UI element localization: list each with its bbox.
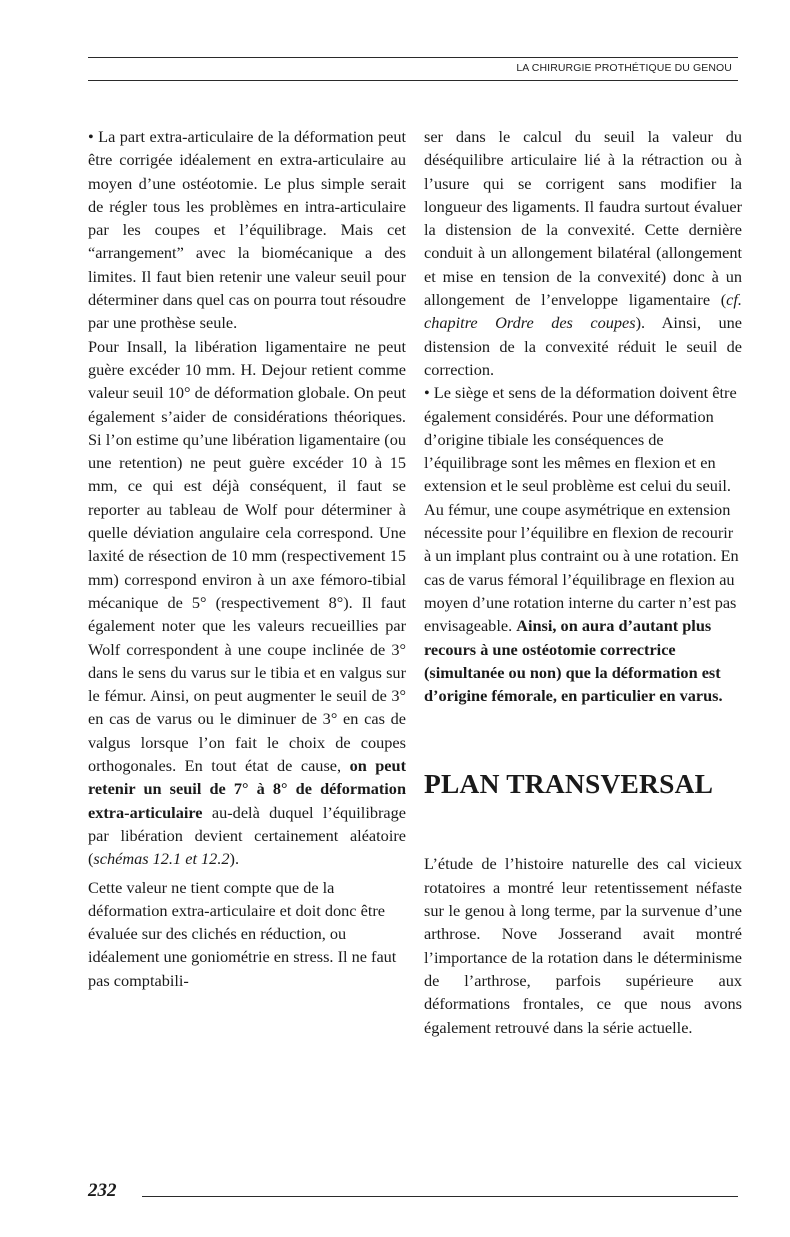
bold-emphasis: on peut retenir un seuil de 7° à 8° de déformation extra-articulaire [88, 756, 406, 822]
paragraph-ostectomy [88, 125, 406, 335]
paragraph-threshold [88, 876, 406, 992]
paragraph-siege [424, 381, 742, 707]
top-rule [88, 57, 738, 58]
footer-rule [142, 1196, 738, 1197]
paragraph-text: • Le siège et sens de la déformation doivent être également considérés. Pour une déformation d’origine tibiale les conséquences de l’équilibrage sont les mêmes en flexion et en extension et le seul problème est celui du seuil. Au fémur, une coupe asymétrique en extension nécessite pour l’équilibre en flexion de recourir à un implant plus contraint ou à une rotation. En cas de varus fémoral l’équilibrage en flexion au moyen d’une rotation interne du carter n’est pas envisageable. [424, 383, 739, 636]
left-column [88, 125, 406, 992]
paragraph-seuil [424, 125, 742, 381]
paragraph-text: Cette valeur ne tient compte que de la déformation extra-articulaire et doit donc être évaluée sur des clichés en réduction, ou idéalement une goniométrie en stress. Il ne faut pas comptabili- [88, 877, 397, 990]
paragraph-text: ). [229, 849, 240, 869]
bold-emphasis: Ainsi, on aura d’autant plus recours à une ostéotomie correctrice (simultanée ou non) que la déformation est d’origine fémorale, en particulier en varus. [424, 616, 723, 706]
paragraph-text: • La part extra-articulaire de la déformation peut être corrigée idéalement en extra-articulaire au moyen d’une ostéotomie. Le plus simple serait de régler tous les problèmes en intra-articulaire par les coupes et l’équilibrage. Mais cet “arrangement” avec la biomécanique a des limites. Il faut bien retenir une valeur seuil pour déterminer dans quel cas on pourra tout résoudre par une prothèse seule. [88, 127, 406, 333]
figure-reference: schémas 12.1 et 12.2 [93, 849, 230, 869]
right-column [424, 125, 742, 1039]
page-number: 232 [88, 1180, 117, 1201]
paragraph-text: ser dans le calcul du seuil la valeur du déséquilibre articulaire lié à la rétraction ou à l’usure qui se corrigent sans modifier la longueur des ligaments. Il faudra surtout évaluer la distension de la convexité. Cette dernière conduit à un allongement bilatéral (allongement et mise en tension de la convexité) donc à un allongement de l’enveloppe ligamentaire ( [424, 127, 742, 310]
running-head: LA CHIRURGIE PROTHÉTIQUE DU GENOU [516, 62, 732, 74]
paragraph-insall [88, 335, 406, 871]
paragraph-text: L’étude de l’histoire naturelle des cal vicieux rotatoires a montré leur retentissement néfaste sur le genou à long terme, par la survenue d’une arthrose. Nove Josserand avait montré l’importance de la rotation dans le déterminisme de l’arthrose, parfois supérieure aux déformations frontales, ce que nous avons également retrouvé dans la série actuelle. [424, 854, 742, 1037]
paragraph-text: au-delà duquel l’équilibrage par libération devient certainement aléatoire ( [88, 802, 406, 869]
chapter-reference: cf. chapitre Ordre des coupes [424, 290, 742, 333]
section-heading: PLAN TRANSVERSAL [424, 768, 714, 800]
paragraph-text: Pour Insall, la libération ligamentaire ne peut guère excéder 10 mm. H. Dejour retient comme valeur seuil 10° de déformation globale. On peut également s’aider de considérations théoriques. Si l’on estime qu’une libération ligamentaire (ou une retention) ne peut guère excéder 10 à 15 mm, ce qui est déjà conséquent, il faut se reporter au tableau de Wolf pour déterminer à quelle déviation angulaire cela correspond. Une laxité de résection de 10 mm (respectivement 15 mm) correspond environ à un axe fémoro-tibial mécanique de 5° (respectivement 8°). Il faut également noter que les valeurs recueillies par Wolf correspondent à une coupe inclinée de 3° dans le sens du varus sur le tibia et en valgus sur le fémur. Ainsi, on peut augmenter le seuil de 3° en cas de varus ou le diminuer de 3° en cas de valgus lorsque l’on fait le choix de coupes orthogonales. En tout état de cause, [88, 336, 406, 776]
paragraph-transversal [424, 852, 742, 1038]
header-rule [88, 80, 738, 81]
paragraph-text: ). Ainsi, une distension de la convexité réduit le seuil de correction. [424, 313, 742, 379]
